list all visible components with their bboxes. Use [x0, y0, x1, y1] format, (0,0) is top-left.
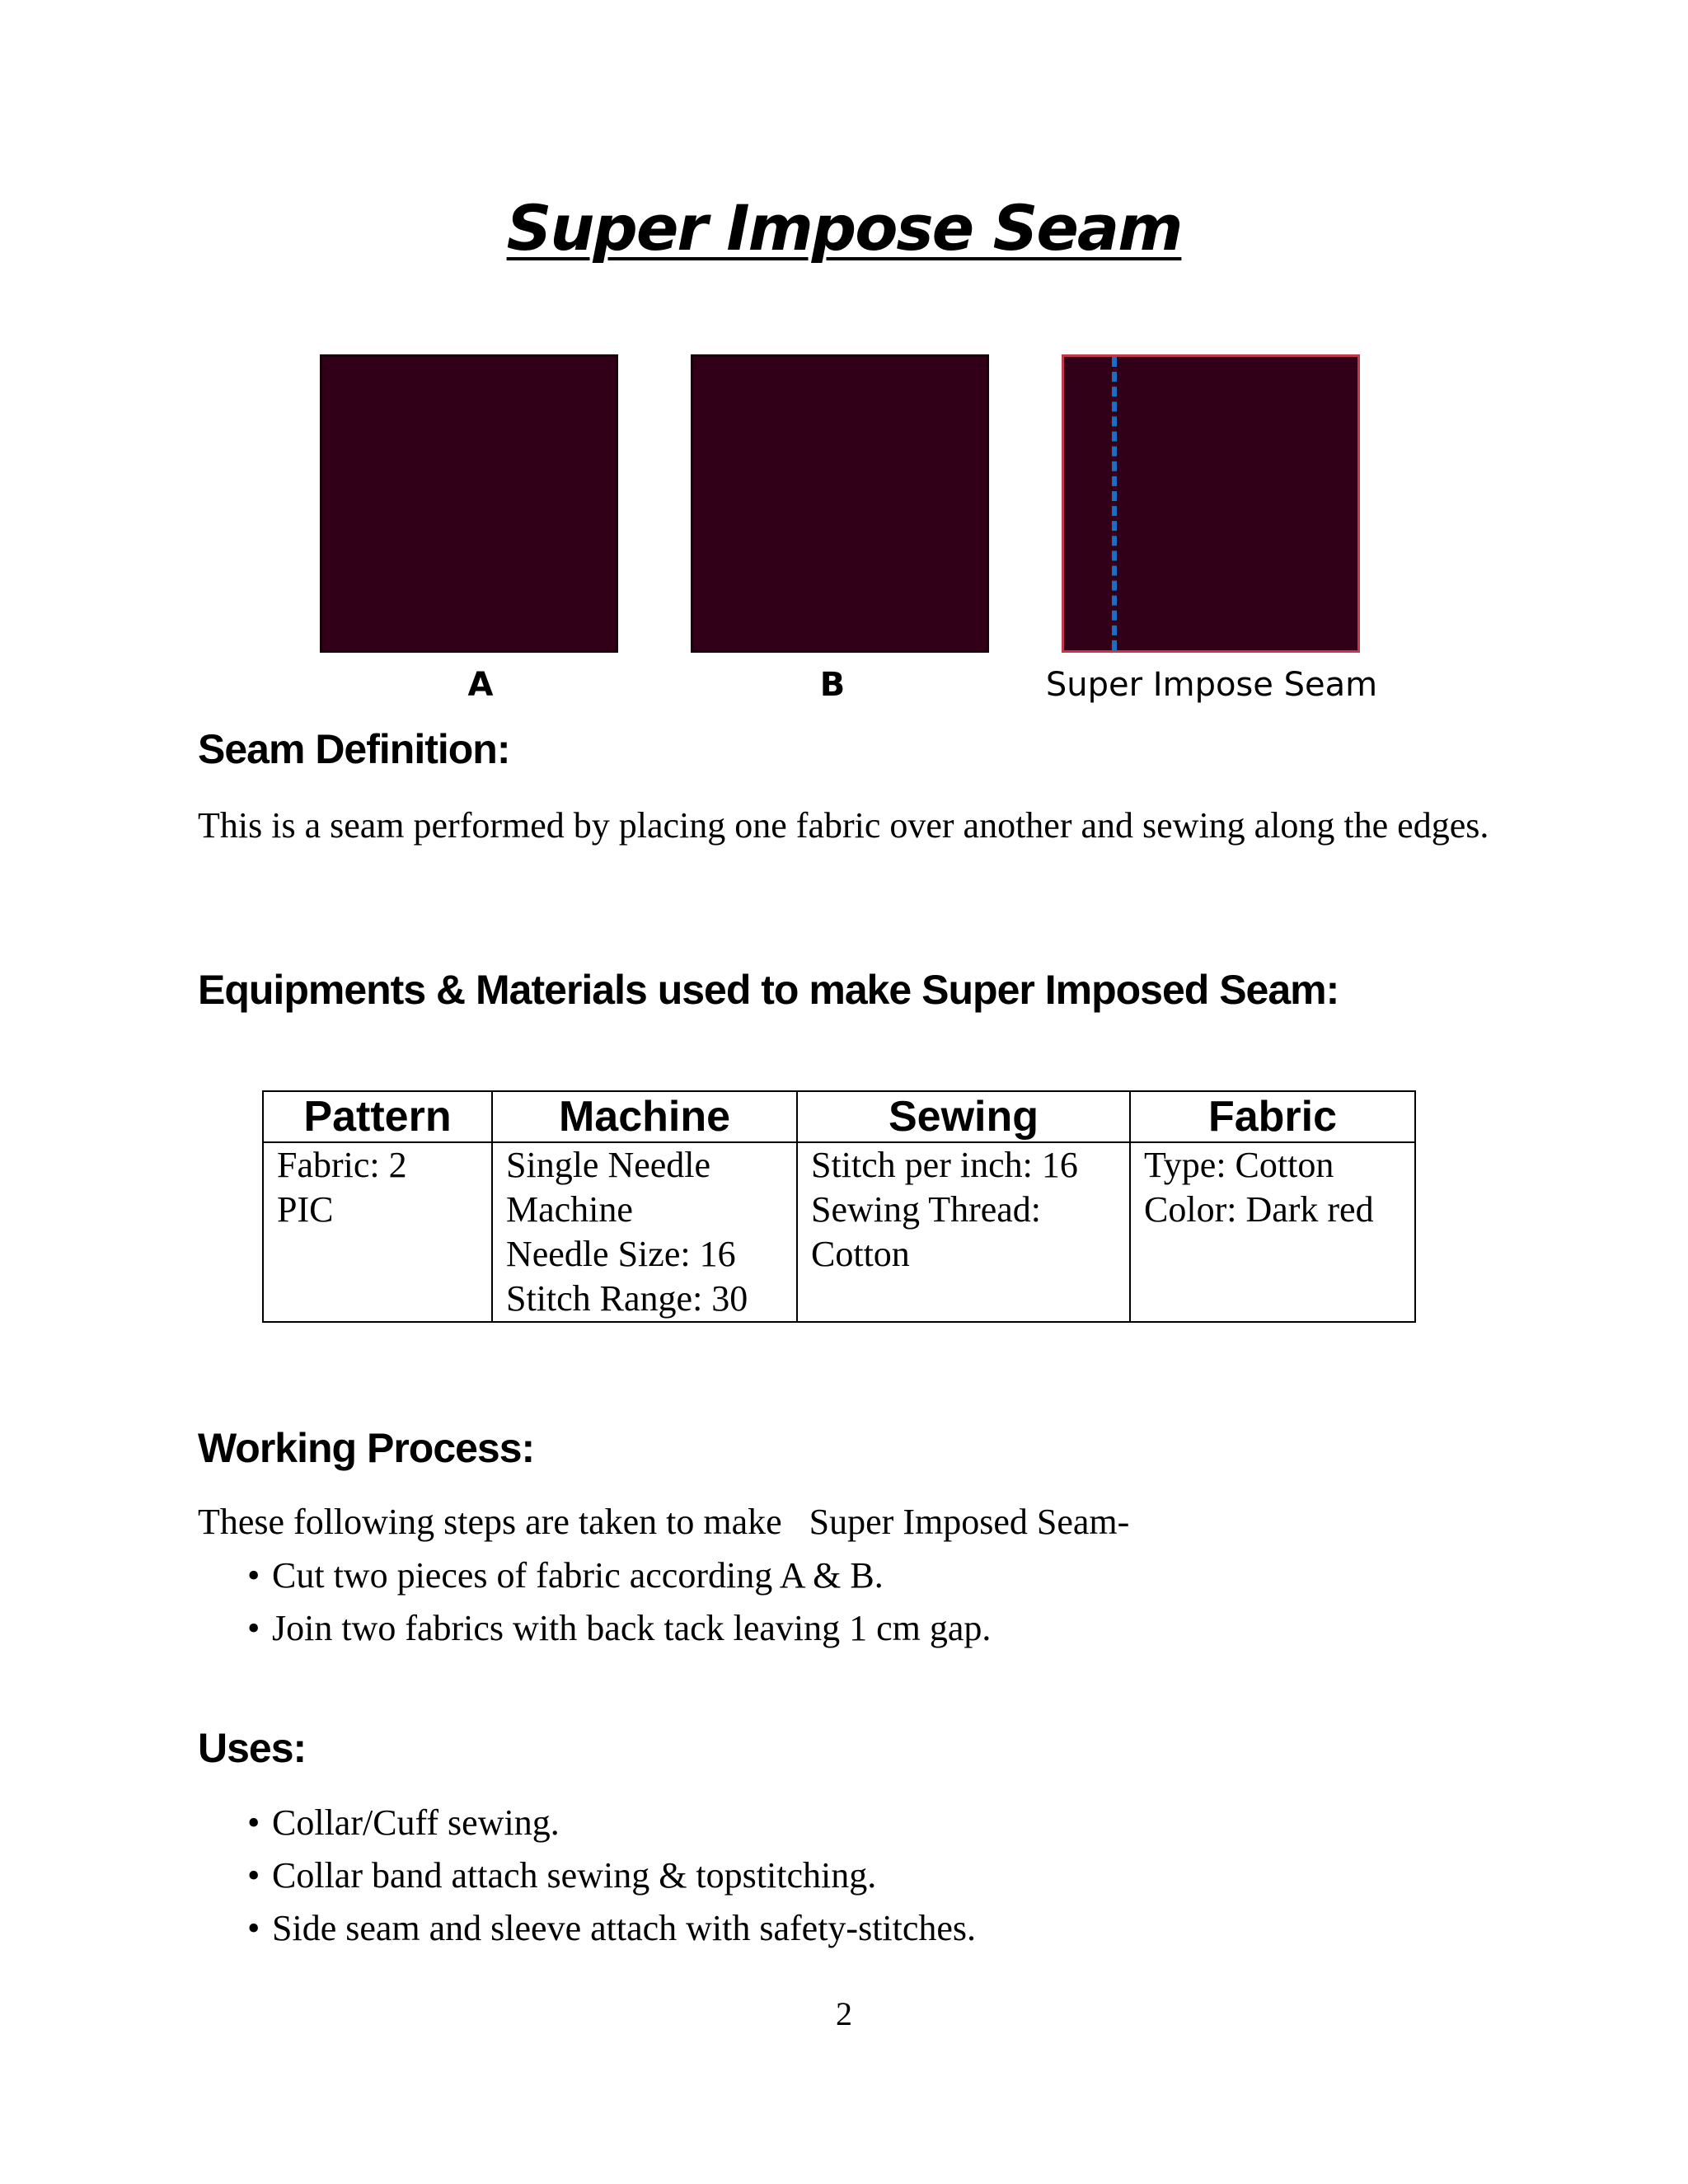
fabric-swatch-b	[691, 354, 989, 653]
list-item: • Join two fabrics with back tack leaving 1 cm gap.	[247, 1602, 991, 1655]
fabric-swatch-a	[320, 354, 618, 653]
uses-heading: Uses:	[198, 1725, 307, 1771]
definition-text: This is a seam performed by placing one fabric over another and sewing along the edges.	[198, 805, 1489, 846]
column-header-sewing: Sewing	[797, 1091, 1130, 1142]
materials-table	[262, 1090, 1416, 1323]
cell-line: Stitch Range: 30	[506, 1278, 748, 1319]
swatch-label-a: A	[467, 666, 494, 704]
cell-line: Type: Cotton	[1144, 1145, 1334, 1185]
table-row	[263, 1142, 1415, 1322]
cell-line: Needle Size: 16	[506, 1234, 736, 1274]
list-item: • Cut two pieces of fabric according A & B.	[247, 1549, 991, 1602]
column-header-machine: Machine	[492, 1091, 797, 1142]
process-intro: These following steps are taken to make Super Imposed Seam-	[198, 1502, 1130, 1542]
definition-heading: Seam Definition:	[198, 726, 510, 772]
cell-line: Sewing Thread:	[811, 1189, 1042, 1230]
materials-heading: Equipments & Materials used to make Super Imposed Seam:	[198, 967, 1339, 1013]
table-header-row	[263, 1091, 1415, 1142]
column-header-pattern: Pattern	[263, 1091, 492, 1142]
process-steps-list	[247, 1549, 991, 1655]
cell-pattern	[263, 1142, 492, 1322]
cell-line: Cotton	[811, 1234, 910, 1274]
uses-list	[247, 1797, 976, 1955]
cell-line: Single Needle	[506, 1145, 711, 1185]
cell-line: PIC	[277, 1189, 334, 1230]
cell-fabric	[1130, 1142, 1415, 1322]
process-heading: Working Process:	[198, 1425, 535, 1471]
cell-line: Machine	[506, 1189, 633, 1230]
list-item: • Collar band attach sewing & topstitching.	[247, 1849, 976, 1902]
fabric-swatch-seam	[1062, 354, 1360, 653]
swatch-label-seam: Super Impose Seam	[1045, 666, 1378, 704]
cell-line: Color: Dark red	[1144, 1189, 1374, 1230]
cell-line: Stitch per inch: 16	[811, 1145, 1078, 1185]
list-item: • Side seam and sleeve attach with safety-stitches.	[247, 1902, 976, 1955]
page-title: Super Impose Seam	[506, 191, 1182, 265]
swatch-label-b: B	[819, 666, 846, 704]
column-header-fabric: Fabric	[1130, 1091, 1415, 1142]
cell-sewing	[797, 1142, 1130, 1322]
stitch-line	[1112, 357, 1117, 650]
cell-machine	[492, 1142, 797, 1322]
page-number: 2	[836, 1995, 852, 2032]
cell-line: Fabric: 2	[277, 1145, 407, 1185]
list-item: • Collar/Cuff sewing.	[247, 1797, 976, 1849]
